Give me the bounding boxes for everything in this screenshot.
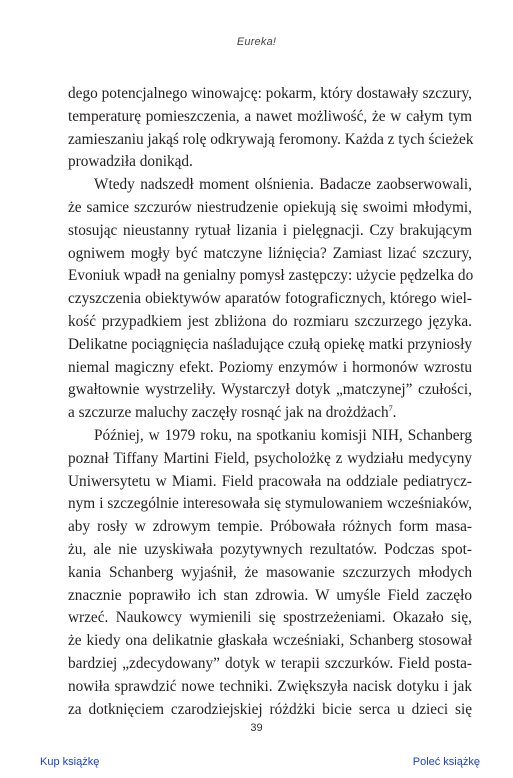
text-line — [68, 471, 472, 494]
text-line — [68, 151, 472, 174]
text-line — [68, 83, 472, 106]
footnote-reference: 7 — [388, 404, 393, 414]
text-line-content: że kiedy ona delikatnie głaskała wcześniaki, Schanberg stosował — [68, 632, 472, 650]
text-line-content: stosując nieustanny rytuał lizania i pielęgnacji. Czy brakującym — [68, 221, 472, 239]
text-line-content: ogniwem mogły być matczyne liźnięcia? Zamiast lizać szczury, — [68, 244, 472, 262]
text-line-content: bardziej „zdecydowany” dotyk w terapii szczurków. Field posta- — [68, 654, 472, 672]
text-line — [68, 311, 472, 334]
text-line-content: Delikatne pociągnięcia naśladujące czułą opiekę matki przyniosły — [68, 335, 472, 353]
text-line — [68, 493, 472, 516]
text-line-content: żu, ale nie uzyskiwała pozytywnych rezultatów. Podczas spot- — [68, 540, 472, 558]
text-line-content: kość przypadkiem jest zbliżona do rozmiaru szczurzego języka. — [68, 312, 472, 330]
text-line-content: prowadziła donikąd. — [68, 153, 193, 171]
body-text — [68, 83, 472, 721]
text-line-content: gwałtownie wystrzeliły. Wystarczył dotyk „matczynej” czułości, — [68, 381, 472, 399]
text-line — [68, 288, 472, 311]
text-line-content: aby rosły w zdrowym tempie. Próbowała różnych form masa- — [68, 518, 472, 536]
page-number: 39 — [250, 722, 263, 734]
text-line — [68, 106, 472, 129]
text-line — [68, 653, 472, 676]
text-line — [68, 630, 472, 653]
text-line — [68, 539, 472, 562]
text-line — [68, 425, 472, 448]
text-line-content: czyszczenia obiektywów aparatów fotograficznych, którego wiel- — [68, 290, 472, 308]
running-header: Eureka! — [236, 36, 277, 48]
text-line-content: dego potencjalnego winowajcę: pokarm, który dostawały szczury, — [68, 85, 472, 102]
text-line — [68, 607, 472, 630]
text-line — [68, 220, 472, 243]
text-line — [68, 585, 472, 608]
text-line-content: Uniwersytetu w Miami. Field pracowała na oddziale pediatrycz- — [68, 472, 472, 490]
text-line-content: wrzeć. Naukowcy wymienili się spostrzeżeniami. Okazało się, — [68, 609, 472, 627]
text-line — [68, 357, 472, 380]
text-line-content: temperaturę pomieszczenia, a nawet możliwość, że w całym tym — [68, 107, 472, 125]
text-line — [68, 243, 472, 266]
text-line-content: nym i szczególnie interesowała się stymulowaniem wcześniaków, — [68, 495, 472, 513]
text-line-content: Evoniuk wpadł na genialny pomysł zastępczy: użycie pędzelka do — [68, 267, 474, 285]
text-line — [68, 379, 472, 402]
text-line-content: a szczurze maluchy zaczęły rosnąć jak na drożdżach — [68, 404, 389, 422]
text-line — [68, 448, 472, 471]
text-line-content: zamieszaniu jakąś rolę odkrywają feromony. Każda z tych ścieżek — [68, 130, 474, 148]
text-line — [68, 516, 472, 539]
text-line — [68, 562, 472, 585]
text-line-content: kania Schanberg wyjaśnił, że masowanie szczurzych młodych — [68, 563, 472, 581]
text-line — [68, 265, 472, 288]
text-line — [68, 129, 472, 152]
text-line — [68, 334, 472, 357]
text-line: a szczurze maluchy zaczęły rosnąć jak na drożdżach$^7$. — [68, 404, 397, 422]
text-line — [68, 699, 472, 722]
text-line-content: poznał Tiffany Martini Field, psycholożkę z wydziału medycyny — [68, 449, 472, 467]
text-line-content: nowiła sprawdzić nowe techniki. Zwiększyła nacisk dotyku i jak — [68, 677, 472, 695]
text-line-content: niemal magiczny efekt. Poziomy enzymów i hormonów wzrostu — [68, 358, 472, 376]
text-line — [68, 676, 472, 699]
text-line-content: Wtedy nadszedł moment olśnienia. Badacze zaobserwowali, — [94, 176, 472, 194]
buy-book-link[interactable]: Kup książkę — [40, 756, 100, 768]
text-line-content: znacznie poprawiło ich stan zdrowia. W umyśle Field zaczęło — [68, 586, 472, 604]
text-line-content: że samice szczurów niestrudzenie opiekują się swoimi młodymi, — [68, 198, 472, 216]
recommend-book-link[interactable]: Poleć książkę — [412, 756, 480, 768]
text-line — [68, 174, 472, 197]
text-line-content: za dotknięciem czarodziejskiej różdżki bicie serca u dzieci się — [68, 700, 472, 718]
text-line — [68, 197, 472, 220]
text-line-content: Później, w 1979 roku, na spotkaniu komisji NIH, Schanberg — [94, 426, 472, 444]
